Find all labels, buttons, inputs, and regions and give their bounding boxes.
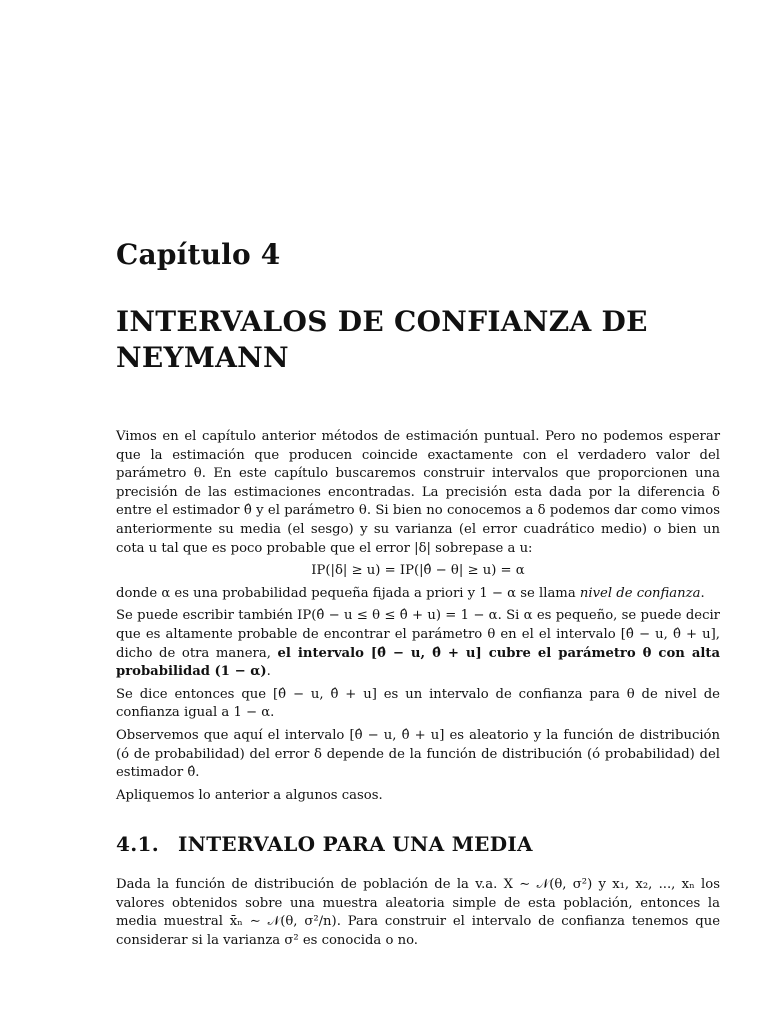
section-body [116,876,720,950]
chapter-title-line-2: NEYMANN [116,341,289,374]
chapter-label: Capítulo 4 [116,238,281,271]
p3-bold-statement: el intervalo [θ̂ − u, θ̂ + u] cubre el parámetro θ con alta probabilidad (1 − α) [116,645,721,680]
p3-end: . [266,664,271,680]
intro-paragraph-3 [116,607,720,681]
p2-italic-term: nivel de confianza [579,585,701,601]
p2-start: donde α es una probabilidad pequeña fijada a priori y 1 − α se llama [116,585,580,601]
intro-paragraph-5: Observemos que aquí el intervalo [θ̂ − u, θ̂ + u] es aleatorio y la función de distribución (ó de probabilidad) del error δ depende de la función de distribución (ó probabilidad) del estimador θ̂. [116,727,720,781]
intro-paragraph-4: Se dice entonces que [θ̂ − u, θ̂ + u] es un intervalo de confianza para θ de nivel de confianza igual a 1 − α. [116,686,720,721]
section-paragraph-1: Dada la función de distribución de población de la v.a. X ∼ 𝒩(θ, σ²) y x₁, x₂, ..., xₙ los valores obtenidos sobre una muestra aleatoria simple de esta población, entonces la media muestral x̄ₙ ∼ 𝒩(θ, σ²/n). Para construir el intervalo de confianza tenemos que considerar si la varianza σ² es conocida o no. [116,877,720,948]
section-number: 4.1. [116,832,159,856]
section-heading [116,832,533,856]
intro-paragraph-2 [116,585,720,604]
intro-paragraph-6: Apliquemos lo anterior a algunos casos. [116,787,383,803]
chapter-title [116,304,720,376]
section-title: INTERVALO PARA UNA MEDIA [178,832,533,856]
p3-start: Se puede escribir también IP(θ̂ − u ≤ θ ≤ θ̂ + u) = 1 − α. Si α es pequeño, se puede decir que es altamente probable de encontrar el parámetro θ en el el intervalo [θ̂ − u, θ̂ + u], dicho de otra manera, [116,608,720,661]
intro-body [116,428,720,809]
p2-end: . [700,585,705,601]
probability-equation: IP(|δ| ≥ u) = IP(|θ̂ − θ| ≥ u) = α [311,563,525,579]
chapter-title-line-1: INTERVALOS DE CONFIANZA DE [116,305,648,338]
intro-paragraph-1: Vimos en el capítulo anterior métodos de estimación puntual. Pero no podemos esperar que la estimación que producen coincide exactamente con el verdadero valor del parámetro θ. En este capítulo buscaremos construir intervalos que proporcionen una precisión de las estimaciones encontradas. La precisión esta dada por la diferencia δ entre el estimador θ̂ y el parámetro θ. Si bien no conocemos a δ podemos dar como vimos anteriormente su media (el sesgo) y su varianza (el error cuadrático medio) o bien un cota u tal que es poco probable que el error |δ| sobrepase a u: [116,429,720,556]
